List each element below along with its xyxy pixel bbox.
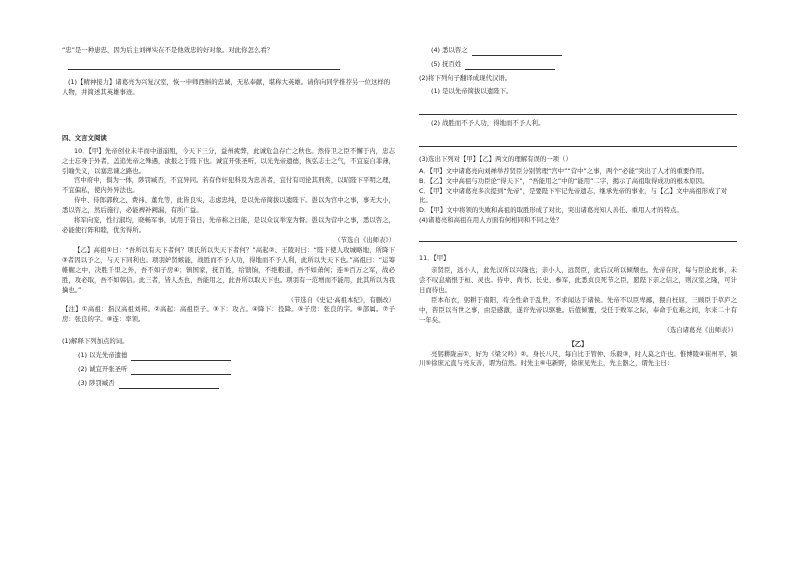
- question-translate: (2)将下列句子翻译成现代汉语。: [419, 74, 512, 82]
- sub-question: (3) 陟罚臧否: [62, 379, 395, 389]
- passage-yi: 亮躬耕陇亩①，好为《梁父吟》②。身长八尺，每自比于管仲、乐毅③，时人莫之许也。惟博陵④崔州平、颍川⑤徐庶元直与亮友善，谓为信然。时先主⑥屯新野，徐庶见先主，先主器之，谓先主曰：: [419, 349, 737, 368]
- sub-question: (2) 战胜而不予人功，得地而不予人利。: [431, 118, 545, 127]
- source-note: （节选自《出师表》）: [334, 235, 395, 244]
- answer-line[interactable]: [472, 46, 562, 56]
- passage-yi: 【乙】高祖①曰：“吾所以有天下者何？项氏所以失天下者何？”高起②、王陵对曰：“陛下使人攻城略地，所降下③者因以予之，与天下同利也。项羽妒贤嫉能，战胜而不予人功，得地而不予人利，此所以失天下也。”高祖曰：“运筹帷幄之中，决胜千里之外，吾不如子房④；镇国家，抚百姓，给馈饷，不绝粮道，吾不如萧何；连⑤百万之军，战必胜，攻必取，吾不如韩信。此三者，皆人杰也，吾能用之，此吾所以取天下也。项羽有一范增而不能用，此其所以为我擒也。”: [62, 245, 396, 294]
- sub-question: (5) 抚百姓: [419, 60, 737, 70]
- source-note: （节选自《史记·高祖本纪》，有删改）: [287, 295, 395, 304]
- question-spirit-relay: (1)【精神接力】诸葛亮为兴复汉室，恢一申师西斛的忠诚，无私奉献，堪称大英雄。请你向同学推荐另一位这样的人物，并简述其英雄事迹。: [62, 77, 391, 96]
- answer-line[interactable]: [131, 365, 231, 375]
- answer-line[interactable]: [131, 351, 231, 361]
- left-column: [62, 46, 395, 389]
- answer-line[interactable]: [119, 379, 219, 389]
- source-note: （选自诸葛亮《出师表》）: [663, 325, 737, 334]
- passage-jia-para1: 亲贤臣，远小人，此先汉所以兴隆也；亲小人，远贤臣，此后汉所以倾颓也。先帝在时，每与臣论此事，未尝不叹息痛恨于桓、灵也。侍中、尚书、长史、参军，此悉贞良死节之臣，愿陛下亲之信之，则汉室之隆，可计日而待也。: [419, 266, 737, 294]
- option-d[interactable]: D．【甲】文中将领的失败和高祖的取胜形成了对比，突出诸葛亮知人善任、重用人才的特点。: [419, 206, 683, 215]
- option-b[interactable]: B．【乙】文中高祖与功臣论“得天下”，“吾能用之”中的“能用”二字，揭示了高祖取得成功的根本原因。: [419, 176, 709, 185]
- sub-question: (1) 是以先帝简拔以遗陛下。: [431, 86, 513, 95]
- question-loyalty: “忠”是一种患忠，因为后主刘禅实在不是他效忠的好对象。对此你怎么看？: [62, 46, 274, 54]
- option-a[interactable]: A．【甲】文中诸葛亮向刘禅举荐贤臣分别管理“宫中”“营中”之事，两个“必能”突出了人才的重要作用。: [419, 166, 709, 175]
- answer-line[interactable]: [419, 232, 737, 242]
- question-11-heading: 11．【甲】: [419, 254, 450, 263]
- question-explain-words: (1)解释下列加点的词。: [62, 337, 129, 346]
- passage-jia-para1: 10．【甲】先帝创业未半而中道崩殂，今天下三分，益州疲弊，此诚危急存亡之秋也。然侍卫之臣不懈于内，忠志之士忘身于外者，盖追先帝之殊遇，欲报之于陛下也。诚宜开张圣听，以光先帝遗德，恢弘志士之气，不宜妄自菲薄，引喻失义，以塞忠谏之路也。: [62, 146, 395, 175]
- annotation-notes: 【注】①高祖：指汉高祖刘邦。②高起：高祖臣子。③下：攻占。④降下：投降。⑤子房：张良的字。⑥部属。⑦子房：张良的字。⑧连：率领。: [62, 305, 395, 324]
- answer-line[interactable]: [419, 137, 737, 147]
- passage-yi-heading: 【乙】: [568, 339, 588, 348]
- passage-jia-para3: 侍中、侍郎郭攸之、费祎、董允等，此皆良实，志虑忠纯，是以先帝简拔以遗陛下。愚以为宫中之事，事无大小，悉以咨之，然后施行，必能裨补阙漏，有所广益。: [62, 196, 395, 215]
- answer-line[interactable]: [465, 60, 555, 70]
- answer-line[interactable]: [68, 59, 340, 70]
- passage-jia-para4: 将军向宠，性行淑均，晓畅军事，试用于昔日，先帝称之曰能，是以众议举宠为督。愚以为营中之事，悉以咨之，必能使行阵和睦，优劣得所。: [62, 216, 395, 235]
- sub-question: (4) 悉以咨之: [419, 46, 737, 56]
- question-choice: (3)选出下列对【甲】【乙】两文的理解有误的一项（）: [419, 154, 572, 163]
- passage-jia-para2: 臣本布衣，躬耕于南阳，苟全性命于乱世，不求闻达于诸侯。先帝不以臣卑鄙，猥自枉屈，三顾臣于草庐之中，咨臣以当世之事，由是感激，遂许先帝以驱驰。后值倾覆，受任于败军之际，奉命于危难之间，尔来二十有一年矣。: [419, 295, 737, 324]
- right-column: [419, 46, 737, 369]
- option-c[interactable]: C．【甲】文中诸葛亮多次提到“先帝”，是要陛下牢记先帝遗志，继承先帝的事业，与【乙】文中高祖形成了对比。: [419, 186, 728, 205]
- sub-question: (1) 以光先帝遗德: [62, 351, 395, 361]
- section-heading-classical: 四、文言文阅读: [62, 133, 107, 142]
- answer-line[interactable]: [419, 105, 737, 115]
- question-compare: (4)诸葛亮和高祖在用人方面有何相同和不同之处？: [419, 216, 563, 225]
- sub-question: (2) 诚宜开张圣听: [62, 365, 395, 375]
- passage-jia-para2: 宫中府中，俱为一体，陟罚臧否，不宜异同。若有作奸犯科及为忠善者，宜付有司论其刑赏，以昭陛下平明之理，不宜偏私，使内外异法也。: [62, 176, 395, 195]
